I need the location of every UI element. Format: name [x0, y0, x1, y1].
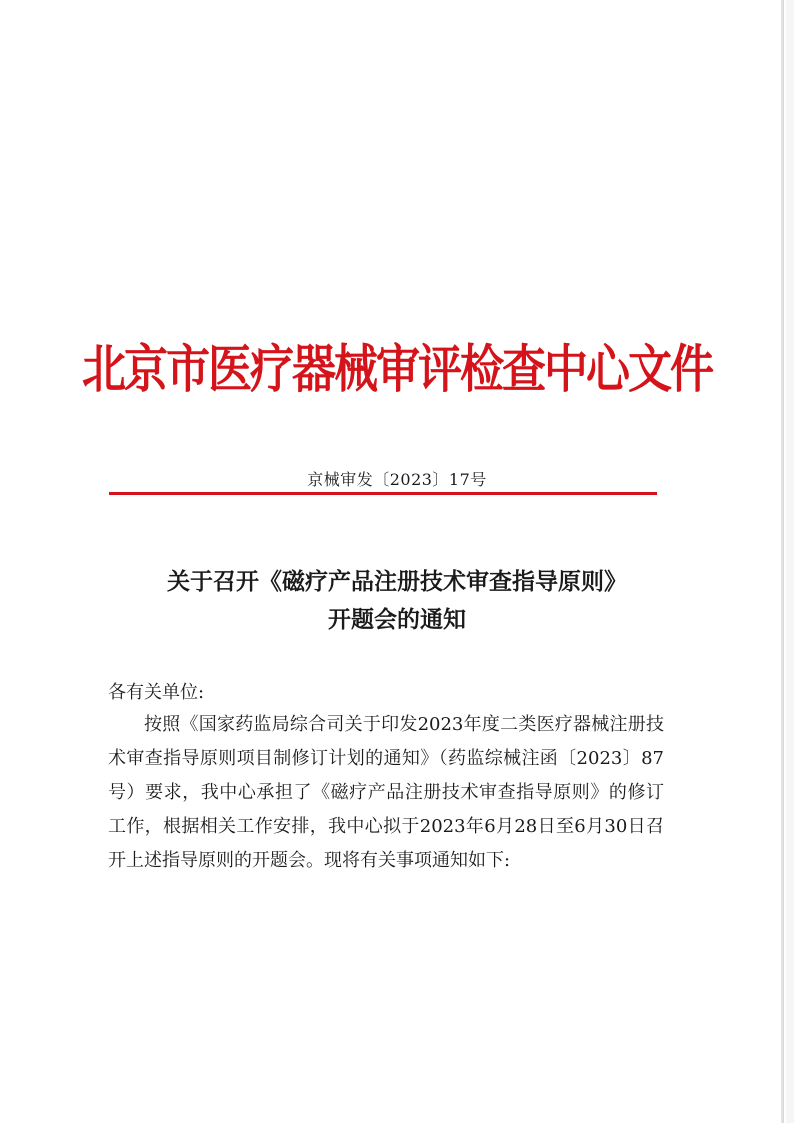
body-paragraph: 按照《国家药监局综合司关于印发2023年度二类医疗器械注册技术审查指导原则项目制修订计划的通知》（药监综械注函〔2023〕87号）要求，我中心承担了《磁疗产品注册技术审查指导原则》的修订工作，根据相关工作安排，我中心拟于2023年6月28日至6月30日召开上述指导原则的开题会。现将有关事项通知如下:: [108, 714, 664, 871]
notice-title-line-1: 关于召开《磁疗产品注册技术审查指导原则》: [167, 568, 627, 595]
document-header-title: 北京市医疗器械审评检查中心文件: [82, 339, 712, 401]
scan-border: [786, 0, 794, 1123]
notice-title: [0, 563, 794, 639]
red-divider-line: [109, 492, 657, 495]
document-number: 京械审发〔2023〕17号: [307, 470, 487, 489]
salutation: 各有关单位:: [108, 682, 205, 703]
notice-title-line-2: 开题会的通知: [328, 606, 466, 633]
scan-edge-line: [781, 0, 784, 1123]
